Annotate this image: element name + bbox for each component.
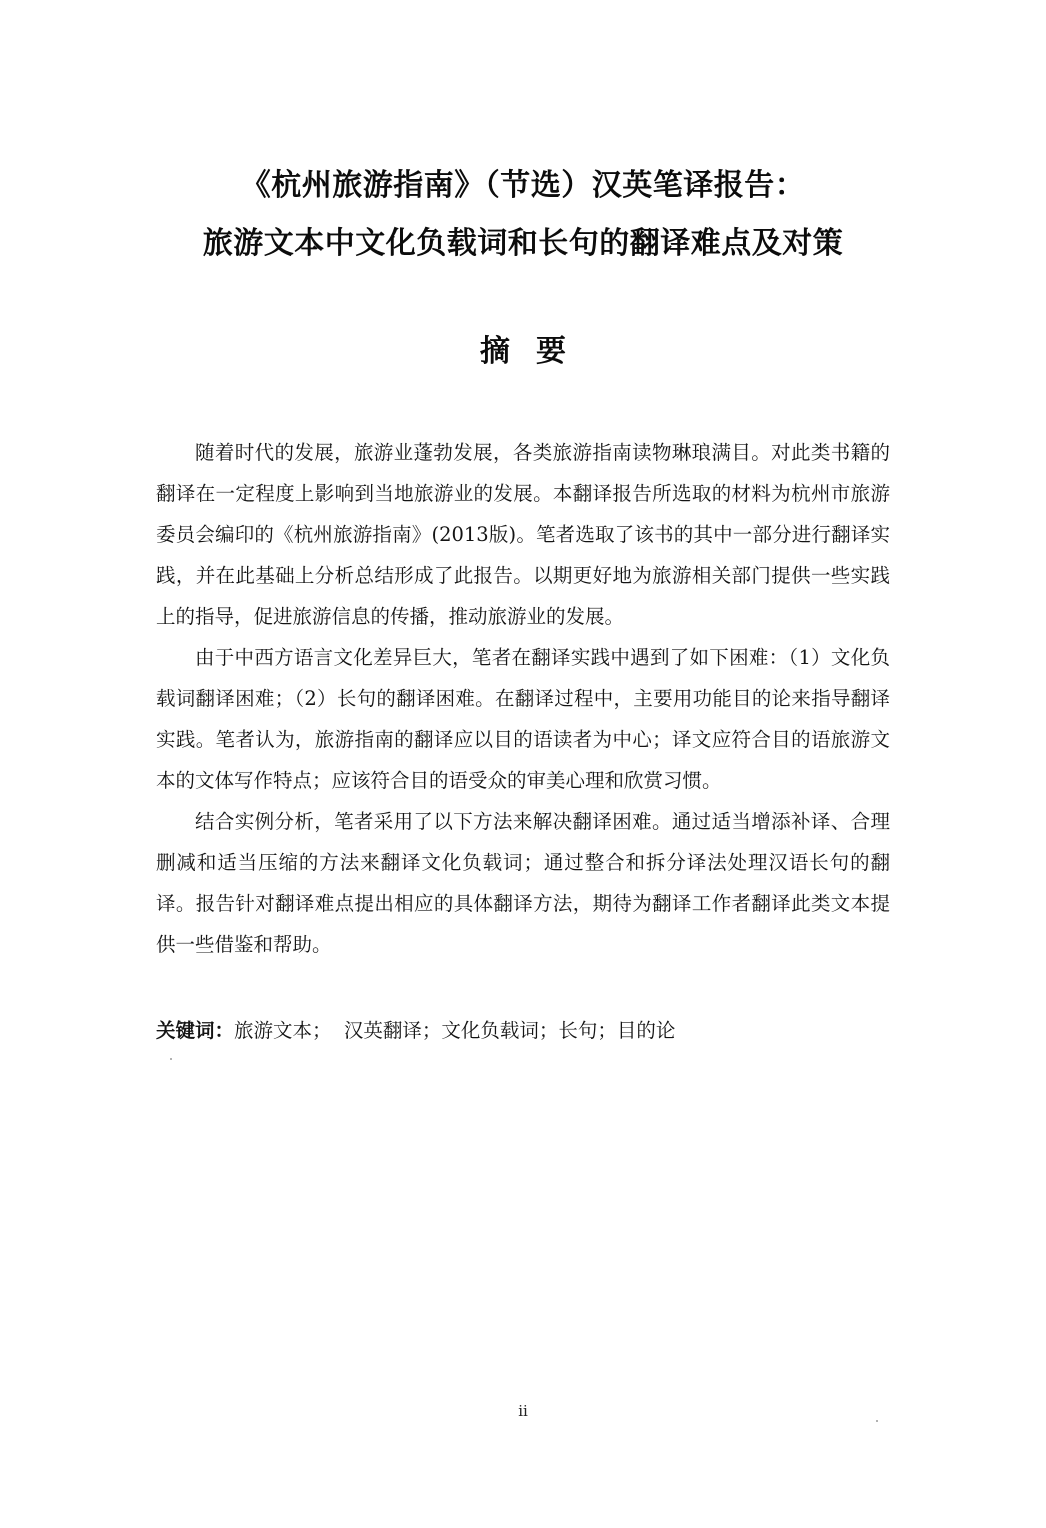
keywords-line	[156, 1010, 890, 1051]
abstract-heading: 摘要	[480, 334, 592, 369]
scan-speck	[170, 1058, 172, 1060]
report-title-line-2: 旅游文本中文化负载词和长句的翻译难点及对策	[202, 226, 844, 261]
abstract-paragraph-2: 由于中西方语言文化差异巨大，笔者在翻译实践中遇到了如下困难：（1）文化负载词翻译困难；（2）长句的翻译困难。在翻译过程中，主要用功能目的论来指导翻译实践。笔者认为，旅游指南的翻译应以目的语读者为中心；译文应符合目的语旅游文本的文体写作特点；应该符合目的语受众的审美心理和欣赏习惯。	[156, 646, 890, 792]
keywords-label: 关键词：	[156, 1019, 235, 1042]
abstract-paragraph-1: 随着时代的发展，旅游业蓬勃发展，各类旅游指南读物琳琅满目。对此类书籍的翻译在一定程度上影响到当地旅游业的发展。本翻译报告所选取的材料为杭州市旅游委员会编印的《杭州旅游指南》(2013版)。笔者选取了该书的其中一部分进行翻译实践，并在此基础上分析总结形成了此报告。以期更好地为旅游相关部门提供一些实践上的指导，促进旅游信息的传播，推动旅游业的发展。	[156, 441, 890, 628]
keywords-items: 旅游文本； 汉英翻译；文化负载词；长句；目的论	[234, 1019, 676, 1042]
report-title-line-1: 《杭州旅游指南》（节选）汉英笔译报告：	[240, 168, 806, 203]
abstract-body	[156, 432, 890, 965]
scan-speck	[876, 1420, 878, 1422]
abstract-paragraph-3: 结合实例分析，笔者采用了以下方法来解决翻译困难。通过适当增添补译、合理删减和适当压缩的方法来翻译文化负载词；通过整合和拆分译法处理汉语长句的翻译。报告针对翻译难点提出相应的具体翻译方法，期待为翻译工作者翻译此类文本提供一些借鉴和帮助。	[156, 810, 890, 956]
page-number: ii	[518, 1402, 528, 1420]
